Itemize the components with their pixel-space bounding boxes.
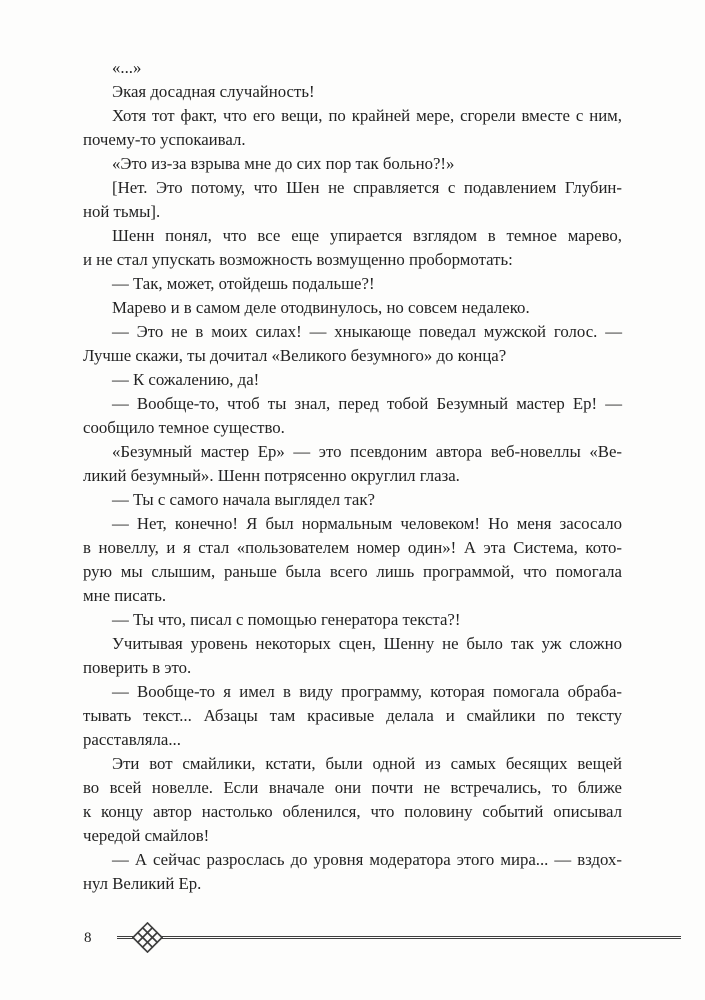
text-line: поверить в это. <box>83 658 192 677</box>
text-line: Марево и в самом деле отодвинулось, но совсем недалеко. <box>112 298 530 317</box>
paragraph <box>83 272 622 296</box>
paragraph <box>83 224 622 272</box>
text-line: и не стал упускать возможность возмущенно пробормотать: <box>83 250 513 269</box>
text-line: Учитывая уровень некоторых сцен, Шенну не было так уж сложно <box>112 634 622 653</box>
text-line: Эти вот смайлики, кстати, были одной из самых бесящих вещей <box>112 754 622 773</box>
paragraph <box>83 368 622 392</box>
paragraph <box>83 56 622 80</box>
text-line: почему-то успокаивал. <box>83 130 246 149</box>
text-line: — Вообще-то, чтоб ты знал, перед тобой Безумный мастер Ер! — <box>112 394 622 413</box>
text-line: «Безумный мастер Ер» — это псевдоним автора веб-новеллы «Ве- <box>112 442 622 461</box>
paragraph <box>83 848 622 896</box>
text-line: мне писать. <box>83 586 167 605</box>
paragraph <box>83 152 622 176</box>
text-line: — Так, может, отойдешь подальше?! <box>112 274 375 293</box>
text-line: Хотя тот факт, что его вещи, по крайней мере, сгорели вместе с ним, <box>112 106 622 125</box>
text-line: Шенн понял, что все еще упирается взглядом в темное марево, <box>112 226 622 245</box>
text-line: ной тьмы]. <box>83 202 161 221</box>
text-line: — Это не в моих силах! — хныкающе поведал мужской голос. — <box>112 322 622 341</box>
page-text <box>83 56 622 896</box>
paragraph <box>83 488 622 512</box>
text-line: расставляла... <box>83 730 181 749</box>
page-number: 8 <box>84 930 92 946</box>
knot-ornament-icon <box>132 922 163 953</box>
text-line: — Нет, конечно! Я был нормальным человеком! Но меня засосало <box>112 514 622 533</box>
page-footer <box>0 920 705 960</box>
text-line: Лучше скажи, ты дочитал «Великого безумного» до конца? <box>83 346 507 365</box>
text-line: «Это из-за взрыва мне до сих пор так больно?!» <box>112 154 455 173</box>
text-line: — Ты что, писал с помощью генератора текста?! <box>112 610 461 629</box>
text-line: сообщило темное существо. <box>83 418 285 437</box>
paragraph <box>83 80 622 104</box>
footer-rule <box>117 936 681 939</box>
text-line: «...» <box>112 58 142 77</box>
text-line: рую мы слышим, раньше была всего лишь программой, что помогала <box>83 562 622 581</box>
text-line: в новеллу, и я стал «пользователем номер один»! А эта Система, кото- <box>83 538 622 557</box>
paragraph <box>83 320 622 368</box>
paragraph <box>83 752 622 848</box>
paragraph <box>83 440 622 488</box>
paragraph <box>83 512 622 608</box>
text-line: во всей новелле. Если вначале они почти не встречались, то ближе <box>83 778 622 797</box>
text-line: — Вообще-то я имел в виду программу, которая помогала обраба- <box>112 682 622 701</box>
text-line: [Нет. Это потому, что Шен не справляется с подавлением Глубин- <box>112 178 622 197</box>
paragraph <box>83 176 622 224</box>
paragraph <box>83 104 622 152</box>
paragraph <box>83 632 622 680</box>
paragraph <box>83 680 622 752</box>
text-line: ликий безумный». Шенн потрясенно округлил глаза. <box>83 466 460 485</box>
paragraph <box>83 296 622 320</box>
text-line: Экая досадная случайность! <box>112 82 315 101</box>
text-line: тывать текст... Абзацы там красивые делала и смайлики по тексту <box>83 706 622 725</box>
text-line: нул Великий Ер. <box>83 874 202 893</box>
text-line: чередой смайлов! <box>83 826 210 845</box>
paragraph <box>83 392 622 440</box>
paragraph <box>83 608 622 632</box>
text-line: — А сейчас разрослась до уровня модератора этого мира... — вздох- <box>112 850 622 869</box>
text-line: — Ты с самого начала выглядел так? <box>112 490 375 509</box>
text-line: — К сожалению, да! <box>112 370 260 389</box>
text-line: к концу автор настолько обленился, что половину событий описывал <box>83 802 622 821</box>
